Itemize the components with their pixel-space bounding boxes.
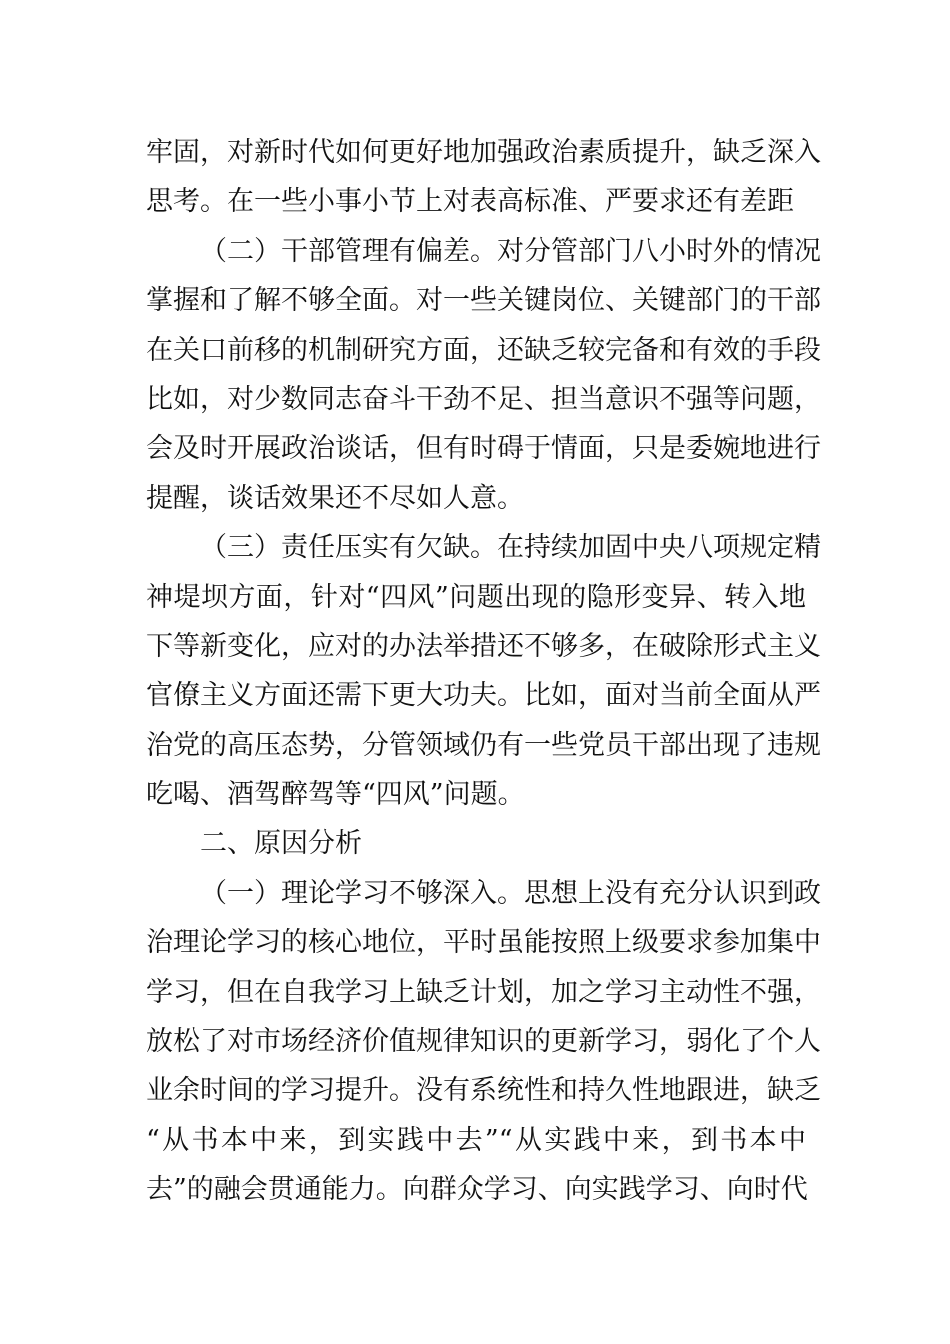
text-line: “从书本中来，到实践中去”“从实践中来，到书本中 (146, 1124, 806, 1156)
text-line: 牢固，对新时代如何更好地加强政治素质提升，缺乏深入 (146, 137, 821, 168)
text-line: 下等新变化，应对的办法举措还不够多，在破除形式主义 (146, 630, 821, 662)
body-text (146, 128, 821, 1215)
text-line: 放松了对市场经济价值规律知识的更新学习，弱化了个人 (146, 1026, 821, 1058)
text-line: 业余时间的学习提升。没有系统性和持久性地跟进，缺乏 (146, 1075, 821, 1107)
section-heading-line: （三）责任压实有欠缺。在持续加固中央八项规定精 (200, 532, 821, 564)
section-heading-line: （二）干部管理有偏差。对分管部门八小时外的情况 (200, 235, 821, 267)
chapter-heading: 二、原因分析 (200, 828, 362, 860)
text-line: 神堤坝方面，针对“四风”问题出现的隐形变异、转入地 (146, 581, 806, 613)
text-line: 治理论学习的核心地位，平时虽能按照上级要求参加集中 (146, 927, 821, 959)
text-line: 掌握和了解不够全面。对一些关键岗位、关键部门的干部 (146, 285, 821, 317)
text-line: 去”的融会贯通能力。向群众学习、向实践学习、向时代 (146, 1174, 808, 1206)
text-line: 提醒，谈话效果还不尽如人意。 (146, 482, 524, 514)
section-heading-line: （一）理论学习不够深入。思想上没有充分认识到政 (200, 877, 821, 909)
text-line: 治党的高压态势，分管领域仍有一些党员干部出现了违规 (146, 729, 821, 761)
text-line: 比如，对少数同志奋斗干劲不足、担当意识不强等问题， (146, 383, 821, 415)
text-line: 学习，但在自我学习上缺乏计划，加之学习主动性不强， (146, 976, 821, 1008)
text-line: 官僚主义方面还需下更大功夫。比如，面对当前全面从严 (146, 680, 821, 712)
text-line: 思考。在一些小事小节上对表高标准、严要求还有差距 (146, 186, 794, 218)
text-line: 在关口前移的机制研究方面，还缺乏较完备和有效的手段 (146, 334, 821, 366)
text-line: 会及时开展政治谈话，但有时碍于情面，只是委婉地进行 (146, 433, 821, 465)
text-line: 吃喝、酒驾醉驾等“四风”问题。 (146, 779, 525, 811)
